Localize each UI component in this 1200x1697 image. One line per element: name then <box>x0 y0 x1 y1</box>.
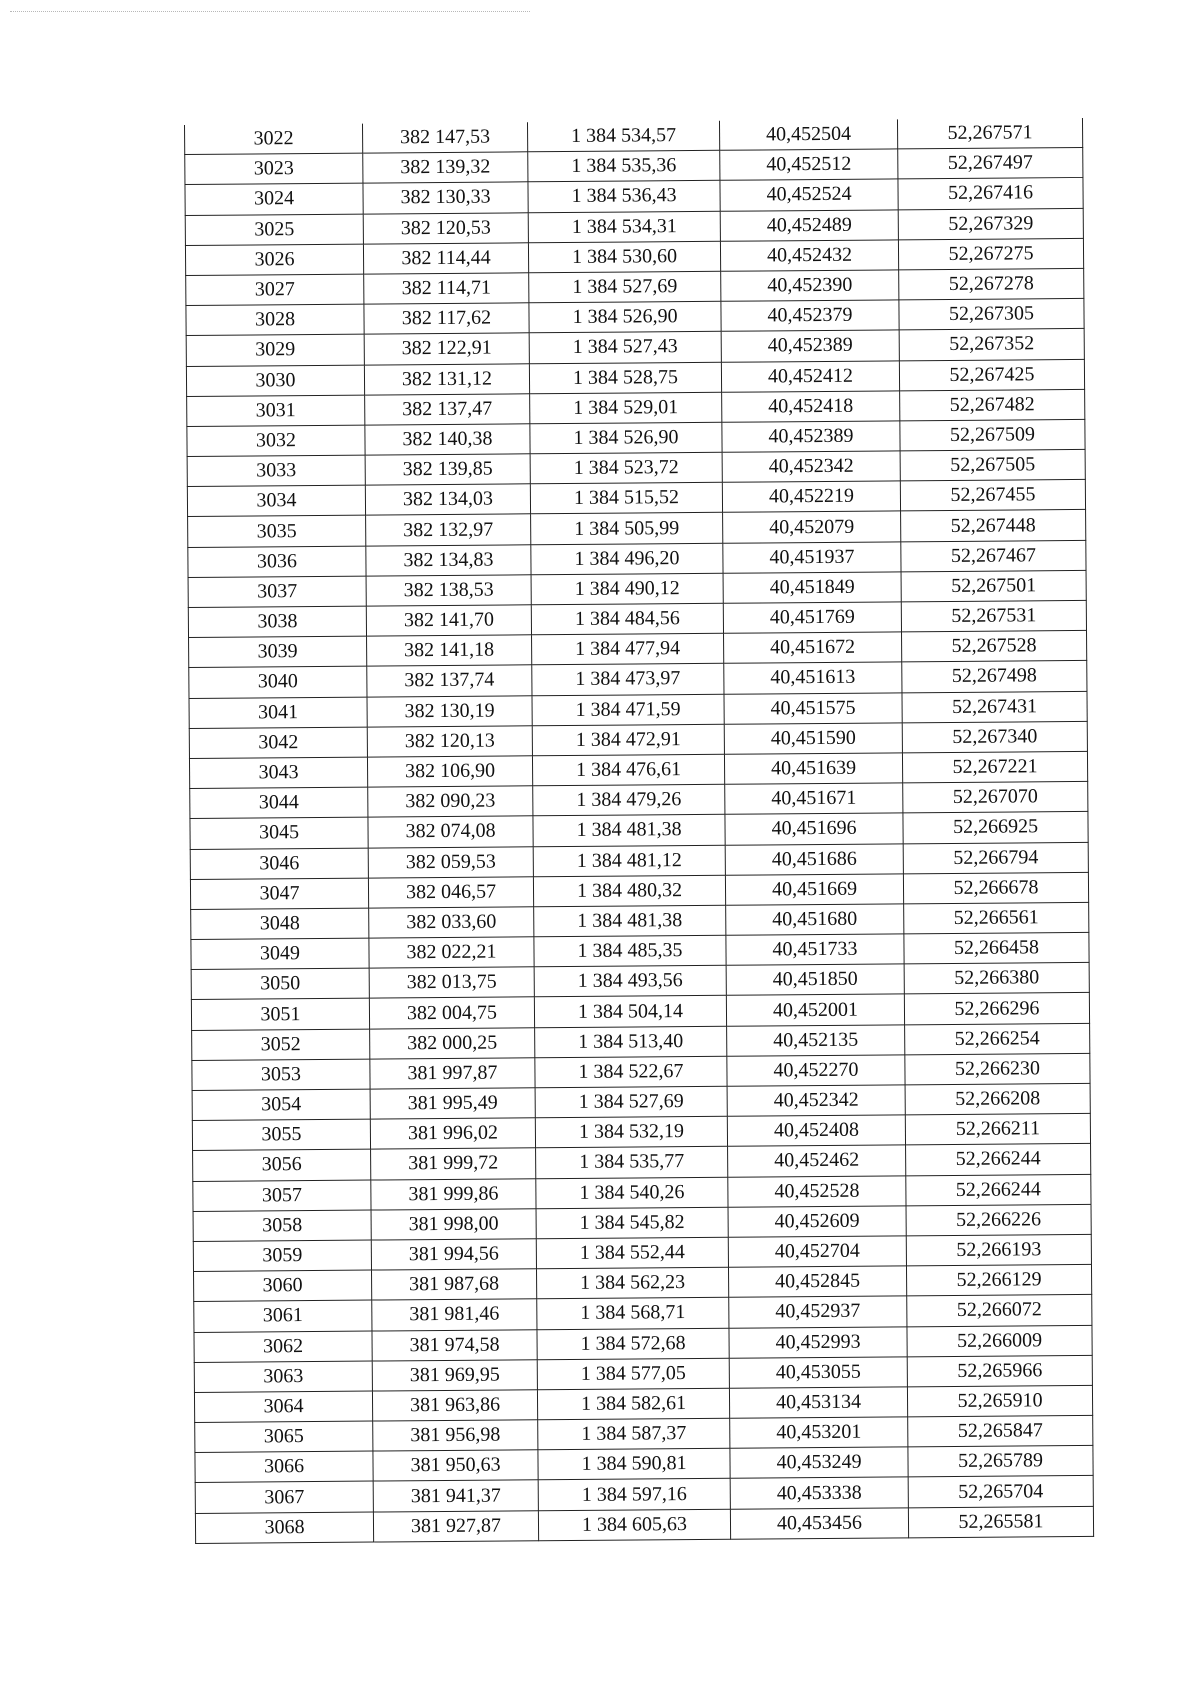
x-coordinate-cell: 382 137,47 <box>365 393 530 424</box>
y-coordinate-cell: 1 384 472,91 <box>532 724 724 756</box>
x-coordinate-cell: 382 120,53 <box>363 212 528 243</box>
longitude-cell: 40,452389 <box>721 330 899 362</box>
longitude-cell: 40,453338 <box>730 1477 908 1509</box>
point-number-cell: 3025 <box>185 214 363 246</box>
point-number-cell: 3055 <box>192 1119 370 1151</box>
longitude-cell: 40,451937 <box>723 542 901 574</box>
longitude-cell: 40,451849 <box>723 572 901 604</box>
y-coordinate-cell: 1 384 540,26 <box>536 1177 728 1209</box>
point-number-cell: 3047 <box>190 878 368 910</box>
y-coordinate-cell: 1 384 480,32 <box>533 875 725 907</box>
longitude-cell: 40,452001 <box>726 994 904 1026</box>
longitude-cell: 40,451575 <box>724 692 902 724</box>
longitude-cell: 40,452412 <box>721 360 899 392</box>
x-coordinate-cell: 381 963,86 <box>372 1390 537 1421</box>
longitude-cell: 40,451686 <box>725 843 903 875</box>
x-coordinate-cell: 382 117,62 <box>364 303 529 334</box>
y-coordinate-cell: 1 384 481,12 <box>533 845 725 877</box>
point-number-cell: 3039 <box>189 636 367 668</box>
latitude-cell: 52,265789 <box>908 1446 1093 1478</box>
y-coordinate-cell: 1 384 535,77 <box>536 1147 728 1179</box>
y-coordinate-cell: 1 384 481,38 <box>534 905 726 937</box>
latitude-cell: 52,267070 <box>903 782 1088 814</box>
latitude-cell: 52,267221 <box>902 751 1087 783</box>
latitude-cell: 52,267571 <box>897 118 1082 149</box>
y-coordinate-cell: 1 384 477,94 <box>532 633 724 665</box>
longitude-cell: 40,453456 <box>730 1507 908 1539</box>
y-coordinate-cell: 1 384 484,56 <box>531 603 723 635</box>
table-row <box>195 1506 1093 1543</box>
x-coordinate-cell: 382 134,83 <box>366 544 531 575</box>
latitude-cell: 52,266678 <box>903 872 1088 904</box>
latitude-cell: 52,267528 <box>902 631 1087 663</box>
point-number-cell: 3024 <box>185 183 363 215</box>
latitude-cell: 52,267501 <box>901 570 1086 602</box>
x-coordinate-cell: 382 147,53 <box>362 122 527 153</box>
point-number-cell: 3023 <box>185 153 363 185</box>
x-coordinate-cell: 382 131,12 <box>364 363 529 394</box>
latitude-cell: 52,267467 <box>901 540 1086 572</box>
point-number-cell: 3056 <box>193 1149 371 1181</box>
longitude-cell: 40,452135 <box>727 1024 905 1056</box>
longitude-cell: 40,451613 <box>724 662 902 694</box>
point-number-cell: 3059 <box>193 1240 371 1272</box>
y-coordinate-cell: 1 384 528,75 <box>529 362 721 394</box>
latitude-cell: 52,266925 <box>903 812 1088 844</box>
point-number-cell: 3058 <box>193 1210 371 1242</box>
point-number-cell: 3046 <box>190 848 368 880</box>
y-coordinate-cell: 1 384 534,57 <box>527 121 719 152</box>
latitude-cell: 52,265847 <box>908 1415 1093 1447</box>
y-coordinate-cell: 1 384 490,12 <box>531 573 723 605</box>
point-number-cell: 3044 <box>190 787 368 819</box>
y-coordinate-cell: 1 384 522,67 <box>535 1056 727 1088</box>
x-coordinate-cell: 382 137,74 <box>367 665 532 696</box>
latitude-cell: 52,266561 <box>904 902 1089 934</box>
x-coordinate-cell: 382 139,85 <box>365 454 530 485</box>
x-coordinate-cell: 381 995,49 <box>370 1088 535 1119</box>
latitude-cell: 52,266211 <box>905 1114 1090 1146</box>
longitude-cell: 40,451669 <box>725 874 903 906</box>
point-number-cell: 3027 <box>186 274 364 306</box>
point-number-cell: 3033 <box>187 455 365 487</box>
latitude-cell: 52,266794 <box>903 842 1088 874</box>
y-coordinate-cell: 1 384 590,81 <box>538 1449 730 1481</box>
latitude-cell: 52,267505 <box>900 449 1085 481</box>
longitude-cell: 40,452524 <box>720 179 898 211</box>
latitude-cell: 52,266226 <box>906 1204 1091 1236</box>
longitude-cell: 40,451680 <box>726 904 904 936</box>
x-coordinate-cell: 382 022,21 <box>369 937 534 968</box>
latitude-cell: 52,267329 <box>898 208 1083 240</box>
y-coordinate-cell: 1 384 473,97 <box>532 664 724 696</box>
point-number-cell: 3065 <box>195 1421 373 1453</box>
latitude-cell: 52,267352 <box>899 329 1084 361</box>
y-coordinate-cell: 1 384 587,37 <box>538 1418 730 1450</box>
x-coordinate-cell: 381 950,63 <box>373 1450 538 1481</box>
point-number-cell: 3061 <box>194 1300 372 1332</box>
point-number-cell: 3062 <box>194 1331 372 1363</box>
point-number-cell: 3028 <box>186 304 364 336</box>
latitude-cell: 52,266458 <box>904 932 1089 964</box>
y-coordinate-cell: 1 384 527,69 <box>535 1086 727 1118</box>
longitude-cell: 40,452845 <box>728 1266 906 1298</box>
y-coordinate-cell: 1 384 504,14 <box>534 996 726 1028</box>
point-number-cell: 3026 <box>185 244 363 276</box>
y-coordinate-cell: 1 384 526,90 <box>529 301 721 333</box>
longitude-cell: 40,453134 <box>729 1387 907 1419</box>
x-coordinate-cell: 381 927,87 <box>373 1510 538 1541</box>
y-coordinate-cell: 1 384 597,16 <box>538 1479 730 1511</box>
x-coordinate-cell: 382 130,33 <box>363 182 528 213</box>
y-coordinate-cell: 1 384 471,59 <box>532 694 724 726</box>
scan-artifact-line <box>10 11 530 12</box>
latitude-cell: 52,267531 <box>901 600 1086 632</box>
point-number-cell: 3042 <box>189 727 367 759</box>
longitude-cell: 40,453249 <box>730 1447 908 1479</box>
longitude-cell: 40,452270 <box>727 1055 905 1087</box>
x-coordinate-cell: 382 004,75 <box>369 997 534 1028</box>
y-coordinate-cell: 1 384 476,61 <box>532 754 724 786</box>
x-coordinate-cell: 382 090,23 <box>368 786 533 817</box>
point-number-cell: 3030 <box>186 365 364 397</box>
point-number-cell: 3049 <box>191 938 369 970</box>
longitude-cell: 40,452504 <box>719 119 897 150</box>
point-number-cell: 3040 <box>189 666 367 698</box>
x-coordinate-cell: 381 999,72 <box>371 1148 536 1179</box>
longitude-cell: 40,452432 <box>720 240 898 272</box>
longitude-cell: 40,452704 <box>728 1236 906 1268</box>
latitude-cell: 52,266254 <box>905 1023 1090 1055</box>
y-coordinate-cell: 1 384 527,43 <box>529 332 721 364</box>
latitude-cell: 52,267509 <box>900 419 1085 451</box>
point-number-cell: 3036 <box>188 546 366 578</box>
longitude-cell: 40,453201 <box>730 1417 908 1449</box>
y-coordinate-cell: 1 384 552,44 <box>536 1237 728 1269</box>
y-coordinate-cell: 1 384 481,38 <box>533 815 725 847</box>
y-coordinate-cell: 1 384 493,56 <box>534 966 726 998</box>
longitude-cell: 40,452079 <box>723 511 901 543</box>
point-number-cell: 3057 <box>193 1180 371 1212</box>
point-number-cell: 3053 <box>192 1059 370 1091</box>
x-coordinate-cell: 381 998,00 <box>371 1209 536 1240</box>
latitude-cell: 52,267431 <box>902 691 1087 723</box>
x-coordinate-cell: 382 132,97 <box>366 514 531 545</box>
y-coordinate-cell: 1 384 532,19 <box>535 1116 727 1148</box>
x-coordinate-cell: 382 141,18 <box>367 635 532 666</box>
longitude-cell: 40,452993 <box>729 1326 907 1358</box>
longitude-cell: 40,451590 <box>724 723 902 755</box>
latitude-cell: 52,266208 <box>905 1083 1090 1115</box>
y-coordinate-cell: 1 384 513,40 <box>535 1026 727 1058</box>
longitude-cell: 40,451639 <box>724 753 902 785</box>
x-coordinate-cell: 382 114,44 <box>363 243 528 274</box>
x-coordinate-cell: 381 956,98 <box>373 1420 538 1451</box>
latitude-cell: 52,265966 <box>907 1355 1092 1387</box>
x-coordinate-cell: 382 106,90 <box>367 756 532 787</box>
point-number-cell: 3067 <box>195 1481 373 1513</box>
point-number-cell: 3032 <box>187 425 365 457</box>
x-coordinate-cell: 381 987,68 <box>371 1269 536 1300</box>
x-coordinate-cell: 382 059,53 <box>368 846 533 877</box>
longitude-cell: 40,451733 <box>726 934 904 966</box>
point-number-cell: 3034 <box>187 485 365 517</box>
latitude-cell: 52,267305 <box>899 299 1084 331</box>
point-number-cell: 3051 <box>191 999 369 1031</box>
longitude-cell: 40,452418 <box>722 391 900 423</box>
y-coordinate-cell: 1 384 479,26 <box>533 784 725 816</box>
point-number-cell: 3041 <box>189 697 367 729</box>
longitude-cell: 40,452489 <box>720 209 898 241</box>
y-coordinate-cell: 1 384 605,63 <box>538 1509 730 1541</box>
longitude-cell: 40,452462 <box>728 1145 906 1177</box>
x-coordinate-cell: 381 996,02 <box>370 1118 535 1149</box>
longitude-cell: 40,452219 <box>722 481 900 513</box>
x-coordinate-cell: 381 974,58 <box>372 1329 537 1360</box>
latitude-cell: 52,267448 <box>901 510 1086 542</box>
x-coordinate-cell: 382 033,60 <box>369 907 534 938</box>
y-coordinate-cell: 1 384 530,60 <box>528 241 720 273</box>
point-number-cell: 3022 <box>184 124 362 155</box>
point-number-cell: 3037 <box>188 576 366 608</box>
latitude-cell: 52,265704 <box>908 1476 1093 1508</box>
longitude-cell: 40,453055 <box>729 1357 907 1389</box>
latitude-cell: 52,267482 <box>900 389 1085 421</box>
y-coordinate-cell: 1 384 536,43 <box>528 181 720 213</box>
x-coordinate-cell: 382 046,57 <box>368 876 533 907</box>
y-coordinate-cell: 1 384 535,36 <box>528 150 720 182</box>
point-number-cell: 3060 <box>194 1270 372 1302</box>
x-coordinate-cell: 382 013,75 <box>369 967 534 998</box>
x-coordinate-cell: 382 130,19 <box>367 695 532 726</box>
point-number-cell: 3063 <box>194 1361 372 1393</box>
coordinates-table-body <box>184 118 1093 1543</box>
latitude-cell: 52,266009 <box>907 1325 1092 1357</box>
latitude-cell: 52,267416 <box>898 178 1083 210</box>
y-coordinate-cell: 1 384 526,90 <box>530 422 722 454</box>
latitude-cell: 52,266244 <box>906 1144 1091 1176</box>
y-coordinate-cell: 1 384 568,71 <box>537 1298 729 1330</box>
x-coordinate-cell: 382 122,91 <box>364 333 529 364</box>
x-coordinate-cell: 382 140,38 <box>365 424 530 455</box>
y-coordinate-cell: 1 384 485,35 <box>534 935 726 967</box>
latitude-cell: 52,266230 <box>905 1053 1090 1085</box>
latitude-cell: 52,266244 <box>906 1174 1091 1206</box>
point-number-cell: 3043 <box>189 757 367 789</box>
latitude-cell: 52,267340 <box>902 721 1087 753</box>
x-coordinate-cell: 382 134,03 <box>365 484 530 515</box>
point-number-cell: 3029 <box>186 334 364 366</box>
point-number-cell: 3035 <box>188 516 366 548</box>
x-coordinate-cell: 381 997,87 <box>370 1058 535 1089</box>
latitude-cell: 52,267455 <box>900 480 1085 512</box>
x-coordinate-cell: 381 941,37 <box>373 1480 538 1511</box>
y-coordinate-cell: 1 384 496,20 <box>531 543 723 575</box>
point-number-cell: 3050 <box>191 968 369 1000</box>
point-number-cell: 3052 <box>192 1029 370 1061</box>
latitude-cell: 52,265581 <box>908 1506 1093 1538</box>
y-coordinate-cell: 1 384 515,52 <box>530 483 722 515</box>
longitude-cell: 40,452609 <box>728 1206 906 1238</box>
y-coordinate-cell: 1 384 572,68 <box>537 1328 729 1360</box>
point-number-cell: 3068 <box>195 1512 373 1544</box>
longitude-cell: 40,451769 <box>723 602 901 634</box>
latitude-cell: 52,267497 <box>898 148 1083 180</box>
longitude-cell: 40,451672 <box>724 632 902 664</box>
x-coordinate-cell: 382 000,25 <box>370 1027 535 1058</box>
latitude-cell: 52,267275 <box>898 238 1083 270</box>
point-number-cell: 3048 <box>191 908 369 940</box>
y-coordinate-cell: 1 384 527,69 <box>529 271 721 303</box>
y-coordinate-cell: 1 384 582,61 <box>537 1388 729 1420</box>
x-coordinate-cell: 382 120,13 <box>367 726 532 757</box>
y-coordinate-cell: 1 384 523,72 <box>530 452 722 484</box>
x-coordinate-cell: 382 138,53 <box>366 575 531 606</box>
point-number-cell: 3066 <box>195 1451 373 1483</box>
latitude-cell: 52,267498 <box>902 661 1087 693</box>
y-coordinate-cell: 1 384 545,82 <box>536 1207 728 1239</box>
longitude-cell: 40,452408 <box>727 1115 905 1147</box>
longitude-cell: 40,452379 <box>721 300 899 332</box>
latitude-cell: 52,267425 <box>899 359 1084 391</box>
x-coordinate-cell: 381 999,86 <box>371 1178 536 1209</box>
point-number-cell: 3031 <box>187 395 365 427</box>
latitude-cell: 52,266296 <box>904 993 1089 1025</box>
y-coordinate-cell: 1 384 529,01 <box>530 392 722 424</box>
longitude-cell: 40,452389 <box>722 421 900 453</box>
point-number-cell: 3064 <box>194 1391 372 1423</box>
longitude-cell: 40,452342 <box>727 1085 905 1117</box>
latitude-cell: 52,266129 <box>906 1265 1091 1297</box>
point-number-cell: 3045 <box>190 817 368 849</box>
point-number-cell: 3038 <box>188 606 366 638</box>
longitude-cell: 40,451671 <box>725 783 903 815</box>
longitude-cell: 40,452937 <box>729 1296 907 1328</box>
y-coordinate-cell: 1 384 577,05 <box>537 1358 729 1390</box>
x-coordinate-cell: 381 981,46 <box>372 1299 537 1330</box>
coordinates-table <box>184 118 1094 1544</box>
y-coordinate-cell: 1 384 534,31 <box>528 211 720 243</box>
x-coordinate-cell: 381 969,95 <box>372 1359 537 1390</box>
x-coordinate-cell: 382 074,08 <box>368 816 533 847</box>
x-coordinate-cell: 381 994,56 <box>371 1239 536 1270</box>
latitude-cell: 52,265910 <box>907 1385 1092 1417</box>
latitude-cell: 52,267278 <box>899 268 1084 300</box>
x-coordinate-cell: 382 139,32 <box>363 152 528 183</box>
latitude-cell: 52,266193 <box>906 1234 1091 1266</box>
y-coordinate-cell: 1 384 505,99 <box>531 513 723 545</box>
latitude-cell: 52,266072 <box>907 1295 1092 1327</box>
longitude-cell: 40,451696 <box>725 813 903 845</box>
point-number-cell: 3054 <box>192 1089 370 1121</box>
longitude-cell: 40,452528 <box>728 1175 906 1207</box>
x-coordinate-cell: 382 114,71 <box>364 273 529 304</box>
longitude-cell: 40,452512 <box>720 149 898 181</box>
longitude-cell: 40,451850 <box>726 964 904 996</box>
x-coordinate-cell: 382 141,70 <box>366 605 531 636</box>
y-coordinate-cell: 1 384 562,23 <box>536 1267 728 1299</box>
longitude-cell: 40,452342 <box>722 451 900 483</box>
longitude-cell: 40,452390 <box>721 270 899 302</box>
latitude-cell: 52,266380 <box>904 963 1089 995</box>
